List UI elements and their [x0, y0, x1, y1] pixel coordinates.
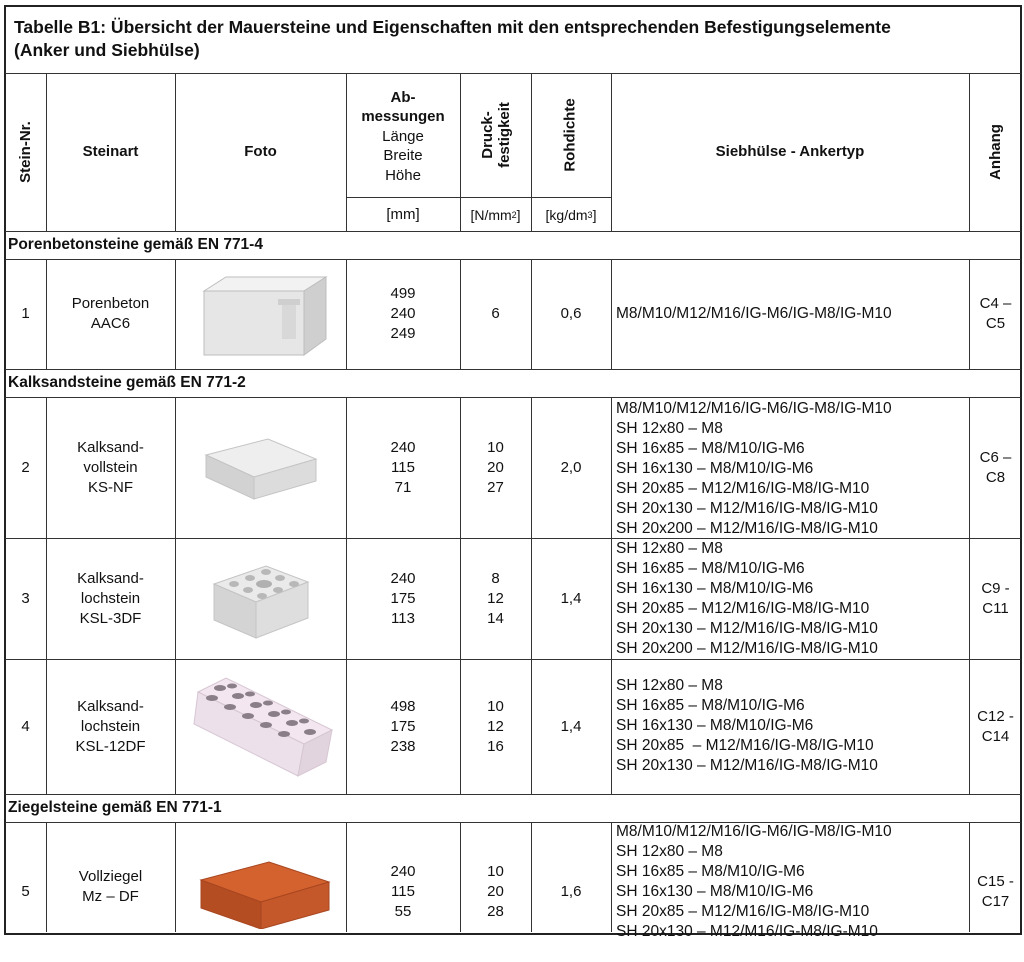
row-5-anker-line: SH 16x130 – M8/M10/IG-M6 [616, 883, 814, 900]
row-5-nr-value: 5 [21, 883, 30, 900]
row-3-steinart-1: Kalksand- [77, 569, 144, 587]
row-3-rohdichte [531, 538, 611, 659]
row-2-anker-line: SH 16x85 – M8/M10/IG-M6 [616, 440, 805, 457]
section-ziegel: Ziegelsteine gemäß EN 771-1 [8, 799, 222, 816]
row-1-nr-value: 1 [21, 305, 30, 322]
row-3-rohdichte-value: 1,4 [560, 589, 582, 607]
row-5-anker-line: SH 16x85 – M8/M10/IG-M6 [616, 863, 805, 880]
row-1-anker [616, 304, 892, 324]
row-3-laenge: 240 [390, 569, 416, 587]
row-4-rohdichte [531, 659, 611, 794]
row-2-steinart-3: KS-NF [88, 478, 133, 496]
unit-mm [346, 198, 460, 231]
row-4-druck-1: 10 [487, 697, 504, 715]
row-3-abmessungen [346, 538, 460, 659]
row-5-druck-2: 20 [487, 883, 504, 900]
row-4-laenge: 498 [390, 697, 416, 715]
row-5-anhang [969, 822, 1022, 962]
row-2-abmessungen [346, 397, 460, 538]
header-druck-2: festigkeit [495, 102, 513, 168]
row-5-anker [616, 822, 892, 942]
row-3-nr [5, 538, 46, 659]
row-3-steinart-3: KSL-3DF [79, 609, 142, 627]
header-anhang [969, 73, 1022, 231]
row-3-anker-line: SH 20x85 – M12/M16/IG-M8/IG-M10 [616, 600, 870, 617]
row-2-druck-2: 20 [487, 458, 504, 476]
row-4-steinart-2: lochstein [80, 717, 141, 735]
ksl-12df-block-image [186, 672, 336, 782]
row-2-laenge: 240 [390, 438, 416, 456]
title-line-2: (Anker und Siebhülse) [14, 40, 200, 60]
row-4-breite: 175 [390, 717, 416, 735]
row-2-anker-line: SH 16x130 – M8/M10/IG-M6 [616, 460, 814, 477]
row-2-anker-line: SH 20x200 – M12/M16/IG-M8/IG-M10 [616, 520, 878, 537]
row-3-nr-value: 3 [21, 589, 30, 607]
row-3-hoehe: 113 [391, 609, 415, 627]
unit-druck: [N/mm 2 ] [470, 206, 521, 223]
row-5-anhang-2: C17 [981, 893, 1010, 910]
row-1-breite: 240 [390, 305, 416, 322]
row-4-anhang [969, 659, 1022, 794]
section-kalksand: Kalksandsteine gemäß EN 771-2 [8, 374, 246, 391]
row-5-druck [460, 822, 531, 962]
header-abm-breite: Breite [383, 147, 423, 165]
row-4-druck-3: 16 [487, 737, 504, 755]
row-2-anker-line: SH 12x80 – M8 [616, 420, 723, 437]
row-4-steinart [46, 659, 175, 794]
header-stein-nr [5, 73, 46, 231]
row-2-druck-3: 27 [487, 478, 504, 496]
row-1-rohdichte-value: 0,6 [560, 305, 582, 322]
row-3-druck [460, 538, 531, 659]
row-4-steinart-1: Kalksand- [77, 697, 144, 715]
row-1-anhang-1: C4 – [979, 295, 1012, 312]
row-2-anhang-2: C8 [985, 468, 1006, 486]
row-4-anhang-1: C12 - [977, 707, 1014, 725]
row-4-steinart-3: KSL-12DF [75, 737, 146, 755]
row-4-anker-line: SH 20x85 – M12/M16/IG-M8/IG-M10 [616, 737, 874, 754]
row-1-nr [5, 259, 46, 369]
unit-druck-label: [N/mm [470, 206, 512, 223]
row-4-rohdichte-value: 1,4 [560, 717, 582, 735]
header-foto-label: Foto [244, 143, 277, 160]
unit-roh-end: ] [592, 206, 597, 223]
header-siebhuelse [611, 73, 969, 231]
row-5-hoehe: 55 [394, 903, 412, 920]
row-5-anker-line: SH 20x130 – M12/M16/IG-M8/IG-M10 [616, 923, 878, 940]
unit-roh: [kg/dm 3 ] [545, 206, 597, 223]
aac-block-image [186, 269, 336, 359]
row-5-breite: 115 [391, 883, 415, 900]
row-2-anker-line: SH 20x130 – M12/M16/IG-M8/IG-M10 [616, 500, 878, 517]
header-steinart-label: Steinart [82, 143, 139, 160]
row-4-anker-line: SH 16x85 – M8/M10/IG-M6 [616, 697, 805, 714]
ksl-3df-block-image [206, 554, 316, 644]
row-3-druck-1: 8 [491, 569, 500, 587]
header-abm-2: messungen [361, 108, 445, 126]
header-steinart [46, 73, 175, 231]
col-rule [611, 822, 612, 932]
row-1-rohdichte [531, 259, 611, 369]
row-1-druck-value: 6 [491, 305, 500, 322]
row-5-anhang-1: C15 - [977, 873, 1014, 890]
row-2-breite: 115 [391, 458, 415, 476]
row-2-steinart-2: vollstein [83, 458, 138, 476]
row-5-steinart-1: Vollziegel [78, 868, 143, 885]
row-4-nr [5, 659, 46, 794]
row-5-steinart-2: Mz – DF [82, 888, 139, 905]
col-rule [611, 259, 612, 369]
row-4-abmessungen [346, 659, 460, 794]
row-5-anker-line: SH 20x85 – M12/M16/IG-M8/IG-M10 [616, 903, 870, 920]
header-druckfestigkeit [460, 73, 531, 197]
row-2-rohdichte-value: 2,0 [560, 458, 582, 476]
row-5-rohdichte-value: 1,6 [560, 883, 582, 900]
row-2-foto [175, 397, 346, 538]
header-foto [175, 73, 346, 231]
col-rule [611, 397, 612, 794]
rule-header-bottom [5, 231, 1021, 232]
unit-druck-end: ] [516, 206, 521, 223]
row-3-anhang-2: C11 [982, 599, 1009, 617]
row-2-anhang-1: C6 – [979, 448, 1012, 466]
row-2-rohdichte [531, 397, 611, 538]
row-1-steinart-1: Porenbeton [71, 295, 150, 312]
row-1-steinart-2: AAC6 [90, 315, 131, 332]
row-3-anhang-1: C9 - [981, 579, 1010, 597]
row-3-anker-line: SH 20x130 – M12/M16/IG-M8/IG-M10 [616, 620, 878, 637]
row-2-anker-line: SH 20x85 – M12/M16/IG-M8/IG-M10 [616, 480, 870, 497]
row-1-anker-line: M8/M10/M12/M16/IG-M6/IG-M8/IG-M10 [616, 305, 892, 322]
row-1-anhang-2: C5 [985, 315, 1006, 332]
row-5-foto [195, 850, 335, 929]
row-4-foto [175, 659, 346, 794]
row-2-steinart [46, 397, 175, 538]
row-4-anker-line: SH 16x130 – M8/M10/IG-M6 [616, 717, 814, 734]
header-siebhuelse-label: Siebhülse - Ankertyp [715, 143, 865, 160]
col-rule [175, 822, 176, 932]
title-line-1: Tabelle B1: Übersicht der Mauersteine und Eigenschaften mit den entsprechenden Befestigungselemente [14, 17, 891, 37]
row-4-anker-line: SH 20x130 – M12/M16/IG-M8/IG-M10 [616, 757, 878, 774]
header-abm-laenge: Länge [382, 127, 424, 145]
row-3-anker [616, 539, 878, 659]
row-4-anhang-2: C14 [981, 727, 1010, 745]
row-3-steinart [46, 538, 175, 659]
header-abm-hoehe: Höhe [385, 166, 421, 184]
row-2-anker-line: M8/M10/M12/M16/IG-M6/IG-M8/IG-M10 [616, 400, 892, 417]
header-rohdichte-label: Rohdichte [562, 98, 579, 172]
row-1-laenge: 499 [390, 285, 416, 302]
header-abm-1: Ab- [390, 88, 416, 106]
row-5-steinart [46, 822, 175, 952]
row-5-druck-1: 10 [487, 863, 504, 880]
header-stein-nr-label: Stein-Nr. [16, 121, 34, 183]
row-3-anker-line: SH 16x85 – M8/M10/IG-M6 [616, 560, 805, 577]
row-2-anker [616, 399, 892, 539]
row-2-hoehe: 71 [394, 478, 412, 496]
rule-row-4 [5, 794, 1021, 795]
row-1-steinart [46, 259, 175, 369]
row-3-druck-2: 12 [487, 589, 504, 607]
row-5-laenge: 240 [390, 863, 416, 880]
row-4-druck [460, 659, 531, 794]
row-3-breite: 175 [390, 589, 416, 607]
row-5-anker-line: SH 12x80 – M8 [616, 843, 723, 860]
row-3-anker-line: SH 16x130 – M8/M10/IG-M6 [616, 580, 814, 597]
row-3-steinart-2: lochstein [80, 589, 141, 607]
row-5-abmessungen [346, 822, 460, 962]
row-1-anhang [969, 259, 1022, 369]
row-3-anker-line: SH 12x80 – M8 [616, 540, 723, 557]
row-4-nr-value: 4 [21, 717, 30, 735]
row-5-anker-line: M8/M10/M12/M16/IG-M6/IG-M8/IG-M10 [616, 823, 892, 840]
row-2-anhang [969, 397, 1022, 538]
row-4-anker-line: SH 12x80 – M8 [616, 677, 723, 694]
vollziegel-brick-image [195, 850, 335, 929]
row-5-rohdichte [531, 822, 611, 962]
row-2-druck [460, 397, 531, 538]
row-2-nr-value: 2 [21, 458, 30, 476]
row-5-druck-3: 28 [487, 903, 504, 920]
row-2-druck-1: 10 [487, 438, 504, 456]
row-4-druck-2: 12 [487, 717, 504, 735]
row-3-foto [175, 538, 346, 659]
row-4-hoehe: 238 [390, 737, 416, 755]
section-porenbeton: Porenbetonsteine gemäß EN 771-4 [8, 236, 263, 253]
row-3-druck-3: 14 [487, 609, 504, 627]
row-5-nr [5, 822, 46, 962]
unit-mm-label: [mm] [386, 205, 420, 223]
row-3-anker-line: SH 20x200 – M12/M16/IG-M8/IG-M10 [616, 640, 878, 657]
header-anhang-label: Anhang [986, 124, 1004, 180]
row-2-nr [5, 397, 46, 538]
rule-row-1 [5, 369, 1021, 370]
row-1-foto [175, 259, 346, 369]
row-2-steinart-1: Kalksand- [77, 438, 144, 456]
header-druck-1: Druck- [478, 111, 496, 159]
table-title [14, 16, 891, 62]
row-1-druck [460, 259, 531, 369]
row-4-anker [616, 676, 878, 776]
row-1-hoehe: 249 [390, 325, 416, 342]
row-1-abmessungen [346, 259, 460, 369]
row-3-anhang [969, 538, 1022, 659]
unit-roh-label: [kg/dm [545, 206, 588, 223]
header-abmessungen [346, 76, 460, 197]
ks-nf-block-image [196, 433, 326, 503]
header-rohdichte [531, 73, 611, 197]
